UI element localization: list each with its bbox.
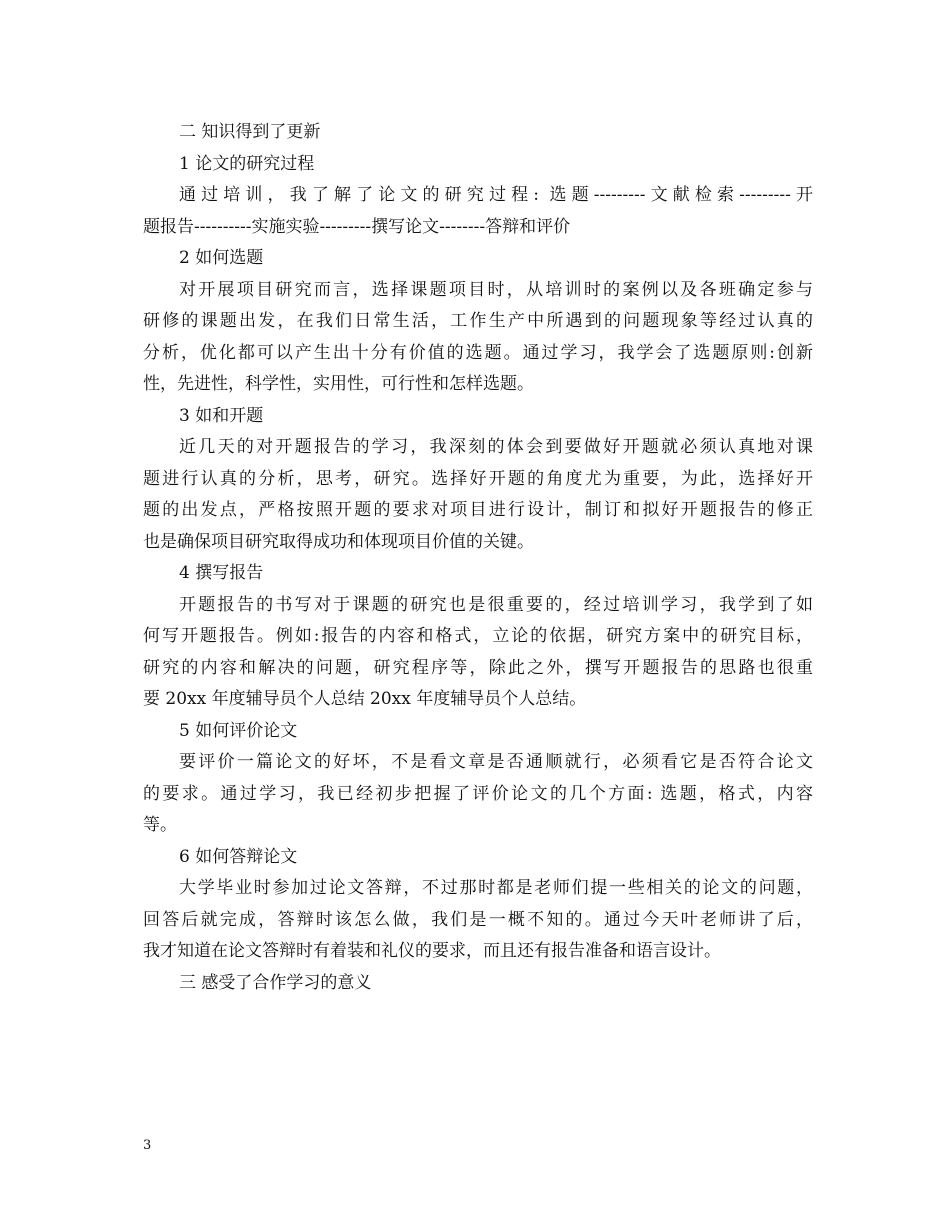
text-line: 题报告----------实施实验---------撰写论文--------答辩和评价 bbox=[143, 216, 571, 237]
text-line: 要评价一篇论文的好坏，不是看文章是否通顺就行，必须看它是否符合论文 bbox=[179, 752, 813, 772]
text-line: 5 如何评价论文 bbox=[179, 720, 298, 741]
text-line: 题的出发点，严格按照开题的要求对项目进行设计，制订和拟好开题报告的修正 bbox=[143, 500, 813, 520]
page-number: 3 bbox=[143, 1138, 152, 1153]
text-line: 1 论文的研究过程 bbox=[179, 153, 315, 174]
text-line: 何写开题报告。例如:报告的内容和格式，立论的依据，研究方案中的研究目标， bbox=[143, 626, 813, 646]
text-line: 三 感受了合作学习的意义 bbox=[179, 972, 372, 993]
text-line: 2 如何选题 bbox=[179, 248, 264, 268]
text-line: 二 知识得到了更新 bbox=[179, 122, 321, 142]
text-line: 研究的内容和解决的问题，研究程序等，除此之外，撰写开题报告的思路也很重 bbox=[143, 657, 813, 678]
text-line: 回答后就完成，答辩时该怎么做，我们是一概不知的。通过今天叶老师讲了后， bbox=[143, 909, 813, 930]
text-line: 研修的课题出发，在我们日常生活，工作生产中所遇到的问题现象等经过认真的 bbox=[143, 311, 813, 331]
text-line: 我才知道在论文答辩时有着装和礼仪的要求，而且还有报告准备和语言设计。 bbox=[143, 941, 721, 961]
text-line: 也是确保项目研究取得成功和体现项目价值的关键。 bbox=[143, 531, 534, 552]
text-line: 4 撰写报告 bbox=[179, 563, 264, 583]
text-line: 6 如何答辩论文 bbox=[179, 846, 298, 867]
text-line: 要 20xx 年度辅导员个人总结 20xx 年度辅导员个人总结。 bbox=[143, 689, 587, 709]
text-line: 的要求。通过学习，我已经初步把握了评价论文的几个方面: 选题，格式，内容 bbox=[143, 783, 813, 804]
text-line: 题进行认真的分析，思考，研究。选择好开题的角度尤为重要，为此，选择好开 bbox=[143, 468, 813, 489]
text-line: 大学毕业时参加过论文答辩，不过那时都是老师们提一些相关的论文的问题， bbox=[179, 878, 813, 898]
text-line: 等。 bbox=[143, 815, 177, 835]
document-body bbox=[143, 117, 813, 999]
text-line: 性，先进性，科学性，实用性，可行性和怎样选题。 bbox=[143, 374, 534, 394]
text-line: 对开展项目研究而言，选择课题项目时，从培训时的案例以及各班确定参与 bbox=[179, 279, 813, 300]
text-line: 分析，优化都可以产生出十分有价值的选题。通过学习，我学会了选题原则:创新 bbox=[143, 342, 813, 363]
text-line: 通过培训，我了解了论文的研究过程: 选题---------文献检索---------开 bbox=[179, 185, 813, 205]
text-line: 近几天的对开题报告的学习，我深刻的体会到要做好开题就必须认真地对课 bbox=[179, 437, 813, 457]
text-line: 开题报告的书写对于课题的研究也是很重要的，经过培训学习，我学到了如 bbox=[179, 594, 813, 615]
text-line: 3 如和开题 bbox=[179, 405, 264, 426]
